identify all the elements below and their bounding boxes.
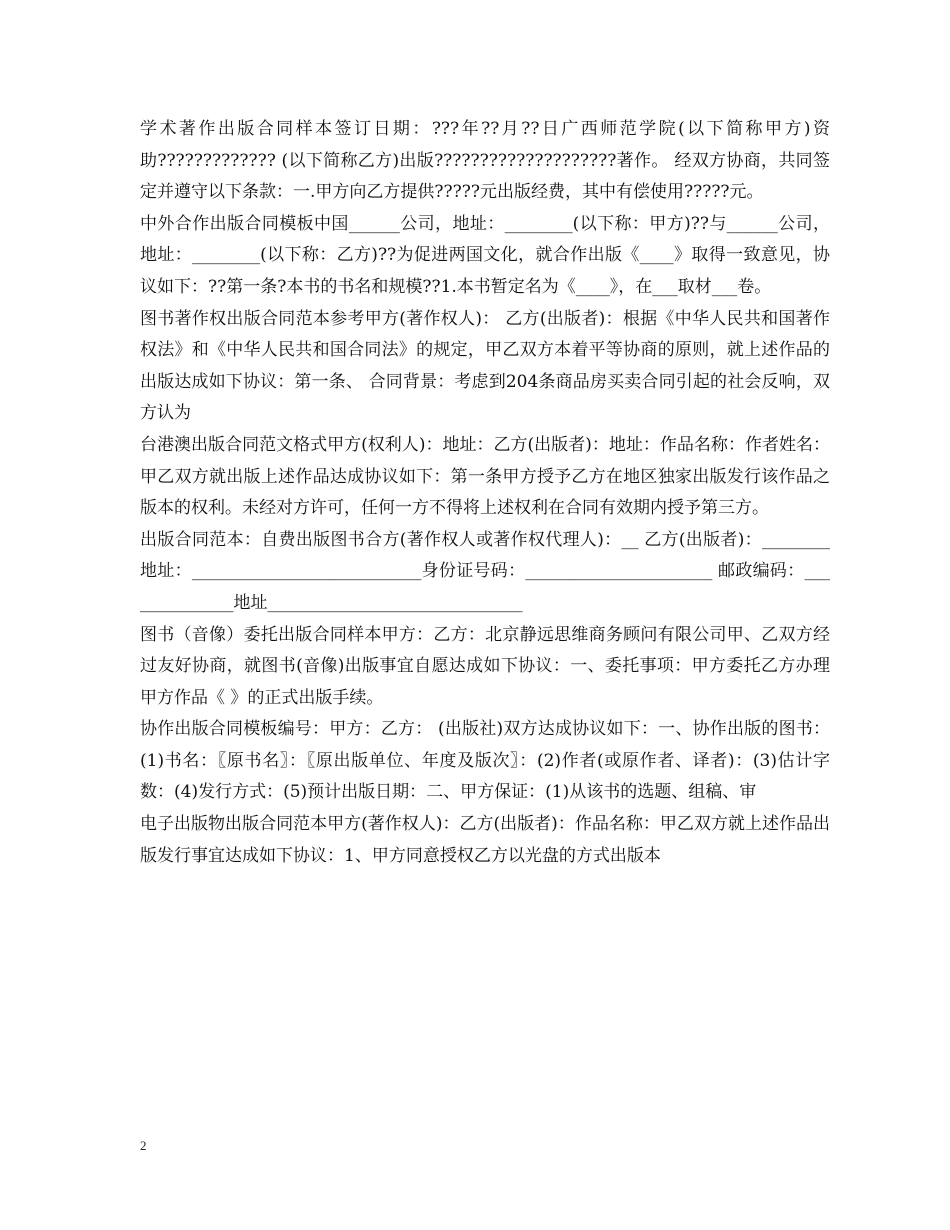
- paragraph-academic-contract: 学术著作出版合同样本签订日期：???年??月??日广西师范学院(以下简称甲方)资助????????????? (以下简称乙方)出版????????????????????著作。 经双方协商，共同签定并遵守以下条款：一.甲方向乙方提供?????元出版经费，其中有偿使用?????元。: [140, 119, 830, 203]
- paragraph-collaboration-contract: 协作出版合同模板编号：甲方：乙方： (出版社)双方达成协议如下：一、协作出版的图书：(1)书名：〖原书名〗：〖原出版单位、年度及版次〗：(2)作者(或原作者、译者)：(3)估计字数：(4)发行方式：(5)预计出版日期：二、甲方保证：(1)从该书的选题、组稿、审: [140, 719, 830, 803]
- paragraph-commissioned-contract: 图书（音像）委托出版合同样本甲方：乙方：北京静远思维商务顾问有限公司甲、乙双方经过友好协商，就图书(音像)出版事宜自愿达成如下协议：一、委托事项：甲方委托乙方办理甲方作品《 》的正式出版手续。: [140, 624, 830, 708]
- document-body: [140, 114, 830, 872]
- paragraph-self-funded-contract: 出版合同范本：自费出版图书合方(著作权人或著作权代理人)：__ 乙方(出版者)：________地址：___________________________身份证号码：______________________ 邮政编码：______________地址______________________________: [140, 529, 830, 613]
- paragraph-hk-macau-taiwan-contract: 台港澳出版合同范文格式甲方(权利人)：地址：乙方(出版者)：地址：作品名称：作者姓名：甲乙双方就出版上述作品达成协议如下：第一条甲方授予乙方在地区独家出版发行该作品之版本的权利。未经对方许可，任何一方不得将上述权利在合同有效期内授予第三方。: [140, 434, 830, 519]
- page-number: 2: [140, 1138, 147, 1153]
- paragraph-electronic-contract: 电子出版物出版合同范本甲方(著作权人)：乙方(出版者)：作品名称：甲乙双方就上述作品出版发行事宜达成如下协议：1、甲方同意授权乙方以光盘的方式出版本: [140, 814, 830, 866]
- paragraph-copyright-contract: 图书著作权出版合同范本参考甲方(著作权人)： 乙方(出版者)：根据《中华人民共和国著作权法》和《中华人民共和国合同法》的规定，甲乙双方本着平等协商的原则，就上述作品的出版达成如下协议：第一条、 合同背景：考虑到204条商品房买卖合同引起的社会反响，双方认为: [140, 308, 830, 424]
- paragraph-cooperation-contract: 中外合作出版合同模板中国______公司，地址：________(以下称：甲方)??与______公司，地址：________(以下称：乙方)??为促进两国文化，就合作出版《____》取得一致意见，协议如下：??第一条?本书的书名和规模??1.本书暂定名为《____》，在___取材___卷。: [140, 213, 830, 297]
